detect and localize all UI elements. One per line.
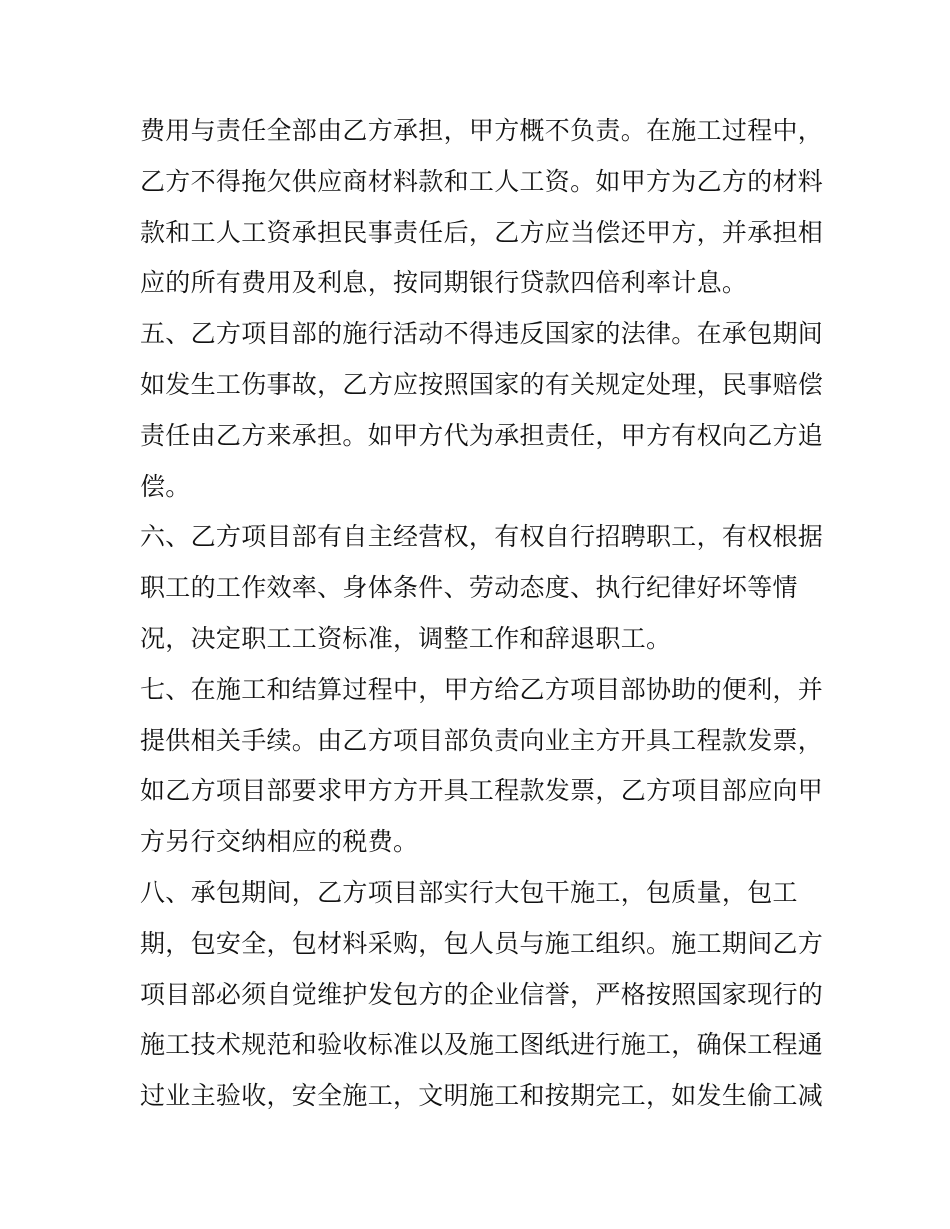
text-line: 六、乙方项目部有自主经营权，有权自行招聘职工，有权根据 bbox=[140, 522, 824, 552]
text-line: 况，决定职工工资标准，调整工作和辞退职工。 bbox=[140, 623, 672, 653]
text-line: 责任由乙方来承担。如甲方代为承担责任，甲方有权向乙方追 bbox=[140, 420, 824, 450]
text-line: 方另行交纳相应的税费。 bbox=[140, 827, 419, 857]
document-body bbox=[140, 106, 824, 1122]
text-line: 过业主验收，安全施工，文明施工和按期完工，如发生偷工减 bbox=[140, 1081, 824, 1111]
text-line: 期，包安全，包材料采购，包人员与施工组织。施工期间乙方 bbox=[140, 928, 824, 958]
text-line: 七、在施工和结算过程中，甲方给乙方项目部协助的便利，并 bbox=[140, 674, 824, 704]
text-line: 费用与责任全部由乙方承担，甲方概不负责。在施工过程中， bbox=[140, 116, 824, 145]
text-line: 应的所有费用及利息，按同期银行贷款四倍利率计息。 bbox=[140, 268, 748, 298]
text-line: 偿。 bbox=[140, 471, 191, 501]
text-line: 项目部必须自觉维护发包方的企业信誉，严格按照国家现行的 bbox=[140, 979, 824, 1009]
text-line: 如发生工伤事故，乙方应按照国家的有关规定处理，民事赔偿 bbox=[140, 369, 824, 399]
text-line: 乙方不得拖欠供应商材料款和工人工资。如甲方为乙方的材料 bbox=[140, 166, 824, 196]
text-line: 款和工人工资承担民事责任后，乙方应当偿还甲方，并承担相 bbox=[140, 217, 824, 247]
text-line: 如乙方项目部要求甲方方开具工程款发票，乙方项目部应向甲 bbox=[140, 776, 824, 806]
text-line: 五、乙方项目部的施行活动不得违反国家的法律。在承包期间 bbox=[140, 319, 824, 349]
text-line: 提供相关手续。由乙方项目部负责向业主方开具工程款发票， bbox=[140, 725, 824, 755]
text-line: 职工的工作效率、身体条件、劳动态度、执行纪律好坏等情 bbox=[140, 573, 798, 603]
text-line: 施工技术规范和验收标准以及施工图纸进行施工，确保工程通 bbox=[140, 1030, 824, 1060]
text-line: 八、承包期间，乙方项目部实行大包干施工，包质量，包工 bbox=[140, 877, 798, 907]
